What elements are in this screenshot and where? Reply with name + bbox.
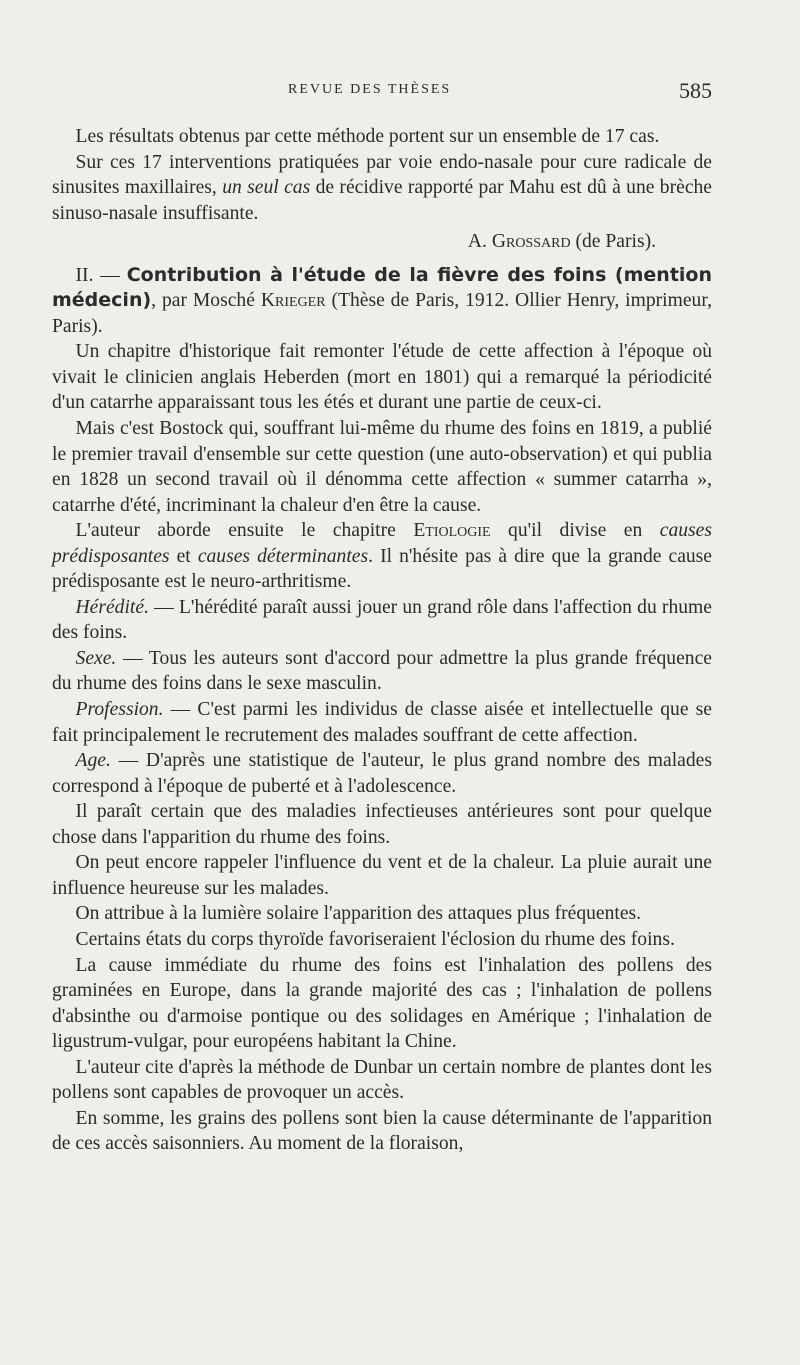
text-run: qu'il divise en: [490, 520, 660, 542]
paragraph: Certains états du corps thyroïde favoriseraient l'éclosion du rhume des foins.: [75, 928, 675, 950]
paragraph: On peut encore rappeler l'influence du vent et de la chaleur. La pluie aurait une influence heureuse sur les malades.: [52, 852, 712, 899]
paragraph: [52, 595, 712, 646]
paragraph: On attribue à la lumière solaire l'apparition des attaques plus fréquentes.: [75, 903, 642, 925]
paragraph: [52, 518, 712, 595]
text-run: de récidive rapporté par Mahu est dû à une brèche sinuso-nasale insuffisante.: [52, 177, 713, 224]
emphasis: causes déterminantes: [197, 545, 369, 567]
body-text: [52, 124, 712, 1157]
author-name: Grossard: [491, 231, 571, 253]
paragraph: En somme, les grains des pollens sont bien la cause déterminante de l'apparition de ces accès saisonniers. Au moment de la floraison,: [52, 1107, 712, 1155]
paragraph: Les résultats obtenus par cette méthode portent sur un ensemble de 17 cas.: [75, 126, 660, 147]
text-run: — L'hérédité paraît aussi jouer un grand rôle dans l'affection du rhume des foins.: [52, 596, 712, 644]
text-run: (Thèse de Paris, 1912. Ollier Henry, imprimeur, Paris).: [52, 290, 712, 337]
section-title: [52, 263, 712, 340]
paragraph: Il paraît certain que des maladies infectieuses antérieures sont pour quelque chose dans l'apparition du rhume des foins.: [52, 801, 712, 848]
page-number: 585: [679, 78, 712, 103]
emphasis: causes prédisposantes: [52, 520, 712, 567]
text-run: et: [169, 545, 198, 567]
paragraph: La cause immédiate du rhume des foins est l'inhalation des pollens des graminées en Europe, dans la grande majorité des cas ; l'inhalation de pollens d'absinthe ou d'armoise pontique ou des solidages en Amérique ; l'inhalation de ligustrum-vulgar, pour européens habitant la Chine.: [52, 954, 712, 1053]
emphasis: Sexe.: [75, 647, 117, 669]
paragraph: [52, 697, 712, 748]
text-run: (de Paris).: [570, 231, 656, 253]
text-run: L'auteur aborde ensuite le chapitre: [75, 520, 414, 542]
emphasis: Hérédité.: [75, 596, 149, 618]
paragraph: [52, 150, 712, 227]
text-run: — D'après une statistique de l'auteur, le plus grand nombre des malades correspond à l'époque de puberté et à l'adolescence.: [52, 750, 712, 797]
running-head: REVUE DES THÈSES: [288, 82, 452, 97]
paragraph: [52, 646, 712, 697]
text-run: — C'est parmi les individus de classe aisée et intellectuelle que se fait principalement le recrutement des malades souffrant de cette affection.: [52, 699, 712, 746]
paragraph: L'auteur cite d'après la méthode de Dunbar un certain nombre de plantes dont les pollens sont capables de provoquer un accès.: [52, 1056, 712, 1104]
text-run: , par Mosché: [151, 290, 261, 312]
section-heading: Contribution à l'étude de la fièvre des foins (mention médecin): [52, 263, 713, 312]
text-run: . Il n'hésite pas à dire que la grande cause prédisposante est le neuro-arthritisme.: [52, 545, 713, 593]
text-run: Sur ces 17 interventions pratiquées par voie endo-nasale pour cure radicale de sinusites maxillaires,: [52, 151, 712, 199]
section-number: II. —: [75, 264, 127, 286]
text-run: A.: [467, 231, 492, 253]
author-signature: [52, 229, 712, 255]
paragraph: Un chapitre d'historique fait remonter l'étude de cette affection à l'époque où vivait le clinicien anglais Heberden (mort en 1801) qui a remarqué la périodicité d'un catarrhe apparaissant tous les étés et durant une partie de ceux-ci.: [52, 341, 712, 414]
small-caps: Etiologie: [413, 520, 491, 542]
text-run: — Tous les auteurs sont d'accord pour admettre la plus grande fréquence du rhume des foins dans le sexe masculin.: [52, 647, 712, 695]
paragraph: Mais c'est Bostock qui, souffrant lui-même du rhume des foins en 1819, a publié le premier travail d'ensemble sur cette question (une auto-observation) et qui publia en 1828 un second travail où il dénomma cette affection « summer catarrha », catarrhe d'été, incriminant la chaleur d'en être la cause.: [52, 418, 712, 516]
emphasis: Age.: [75, 750, 111, 772]
emphasis: Profession.: [75, 699, 164, 721]
paragraph: [52, 748, 712, 799]
page-header: [52, 78, 712, 108]
emphasis: un seul cas: [222, 177, 311, 199]
author-name: Krieger: [260, 290, 326, 312]
